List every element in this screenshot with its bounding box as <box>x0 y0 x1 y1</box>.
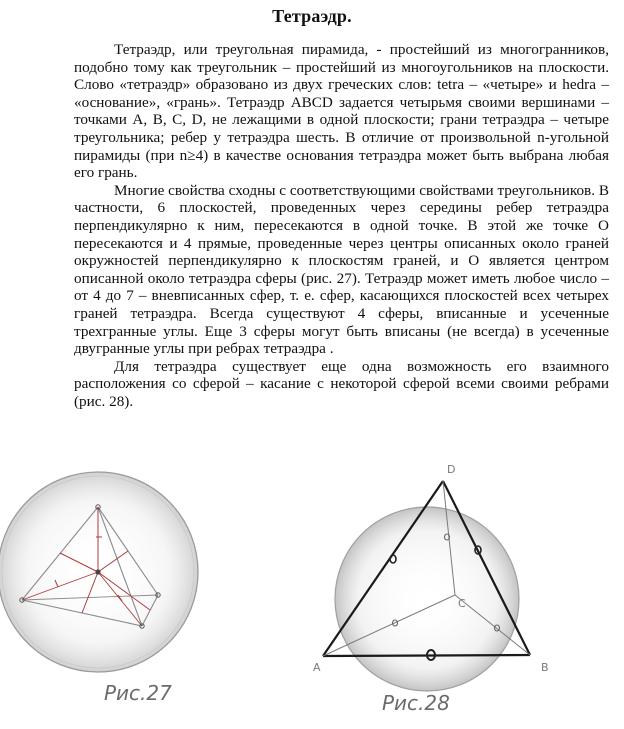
paragraph-2: Многие свойства сходны с соответствующими свойствами треугольников. В частности, 6 плоскостей, проведенных через середины ребер тетраэдра перпендикулярно к ним, пересекаются в одной точке. В этой же точке O пересекаются и 4 прямые, проведенные через центры описанных около граней окружностей перпендикулярно к плоскостям граней, и O является центром описанной около тетраэдра сферы (рис. 27). Тетраэдр может иметь любое число – от 4 до 7 – вневписанных сфер, т. е. сфер, касающихся плоскостей всех четырех граней тетраэдра. Всегда существуют 4 сферы, вписанные и усеченные трехгранные углы. Еще 3 сферы могут быть вписаны (не всегда) в усеченные двугранные углы при ребрах тетраэдра . <box>74 181 609 358</box>
center-point-o <box>95 569 100 574</box>
document-body <box>74 41 609 410</box>
figures-svg <box>0 455 624 729</box>
vertex-label-c: C <box>458 597 466 610</box>
figure-28 <box>313 463 549 715</box>
vertex-label-b: B <box>541 661 549 674</box>
vertex-label-d: D <box>447 463 456 476</box>
paragraph-3: Для тетраэдра существует еще одна возможность его взаимного расположения со сферой – касание с некоторой сферой всеми своими ребрами (рис. 28). <box>74 357 609 410</box>
figure-28-caption: Рис.28 <box>382 691 450 715</box>
figures-area <box>0 455 624 729</box>
paragraph-1: Тетраэдр, или треугольная пирамида, - простейший из многогранников, подобно тому как треугольник – простейший из многоугольников на плоскости. Слово «тетраэдр» образовано из двух греческих слов: tetra – «четыре» и hedra – «основание», «грань». Тетраэдр ABCD задается четырьмя своими вершинами – точками A, B, C, D, не лежащими в одной плоскости; грани тетраэдра – четыре треугольника; ребер у тетраэдра шесть. В отличие от произвольной n-угольной пирамиды (при n≥4) в качестве основания тетраэдра может быть выбрана любая его грань. <box>74 41 609 182</box>
figure-27 <box>0 472 198 705</box>
vertex-label-a: A <box>313 661 321 674</box>
page-title: Тетраэдр. <box>272 6 352 26</box>
figure-27-caption: Рис.27 <box>104 681 172 705</box>
